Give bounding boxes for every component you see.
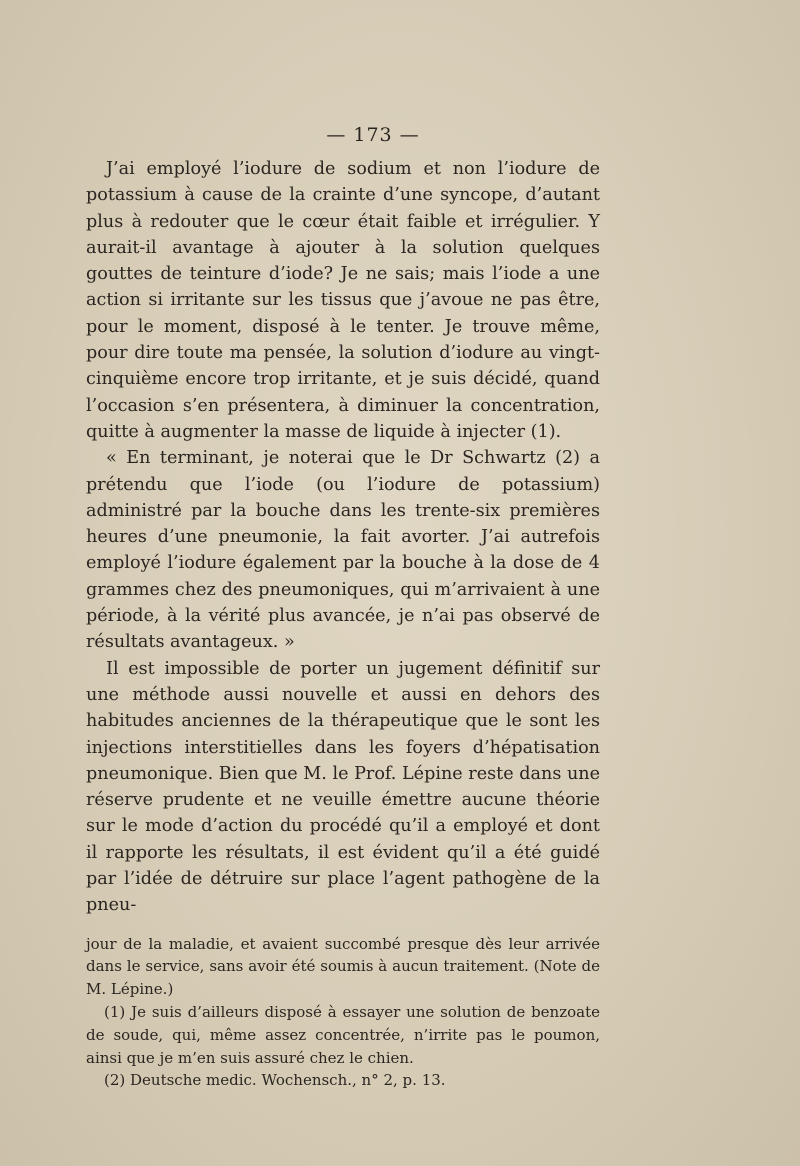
footnote: (1) Je suis d’ailleurs disposé à essayer une solution de benzoate de soude, qui, même assez concentrée, n’irrite pas le poumon, ainsi que je m’en suis assuré chez le chien. [86,1003,600,1067]
footnote: (2) Deutsche medic. Wochensch., n° 2, p. 13. [104,1071,446,1090]
paragraph: J’ai employé l’iodure de sodium et non l’iodure de potassium à cause de la crainte d’une syncope, d’autant plus à redouter que le cœur était faible et irrégulier. Y aurait-il avantage à ajouter à la solution quelques gouttes de teinture d’iode? Je ne sais; mais l’iode a une action si irritante sur les tissus que j’avoue ne pas être, pour le moment, disposé à le tenter. Je trouve même, pour dire toute ma pensée, la solution d’iodure au vingt-cinquième encore trop irritante, et je suis décidé, quand l’occasion s’en présentera, à diminuer la concentration, quitte à augmenter la masse de liquide à injecter (1). [86,159,600,442]
footnote: jour de la maladie, et avaient succombé presque dès leur arrivée dans le service, sans avoir été soumis à aucun traitement. (Note de M. Lépine.) [86,934,600,999]
book-page [86,120,600,1092]
body-text [86,156,600,919]
paragraph: « En terminant, je noterai que le Dr Schwartz (2) a prétendu que l’iode (ou l’iodure de potassium) administré par la bouche dans les trente-six premières heures d’une pneumonie, la fait avorter. J’ai autrefois employé l’iodure également par la bouche à la dose de 4 grammes chez des pneumoniques, qui m’arrivaient à une période, à la vérité plus avancée, je n’ai pas observé de résultats avantageux. » [86,448,600,653]
footnotes [86,933,600,1093]
paragraph: Il est impossible de porter un jugement définitif sur une méthode aussi nouvelle et aussi en dehors des habitudes anciennes de la thérapeutique que le sont les injections interstitielles dans les foyers d’hépatisation pneumonique. Bien que M. le Prof. Lépine reste dans une réserve prudente et ne veuille émettre aucune théorie sur le mode d’action du procédé qu’il a employé et dont il rapporte les résultats, il est évident qu’il a été guidé par l’idée de détruire sur place l’agent pathogène de la pneu- [86,658,601,916]
page-number: — 173 — [326,124,420,146]
